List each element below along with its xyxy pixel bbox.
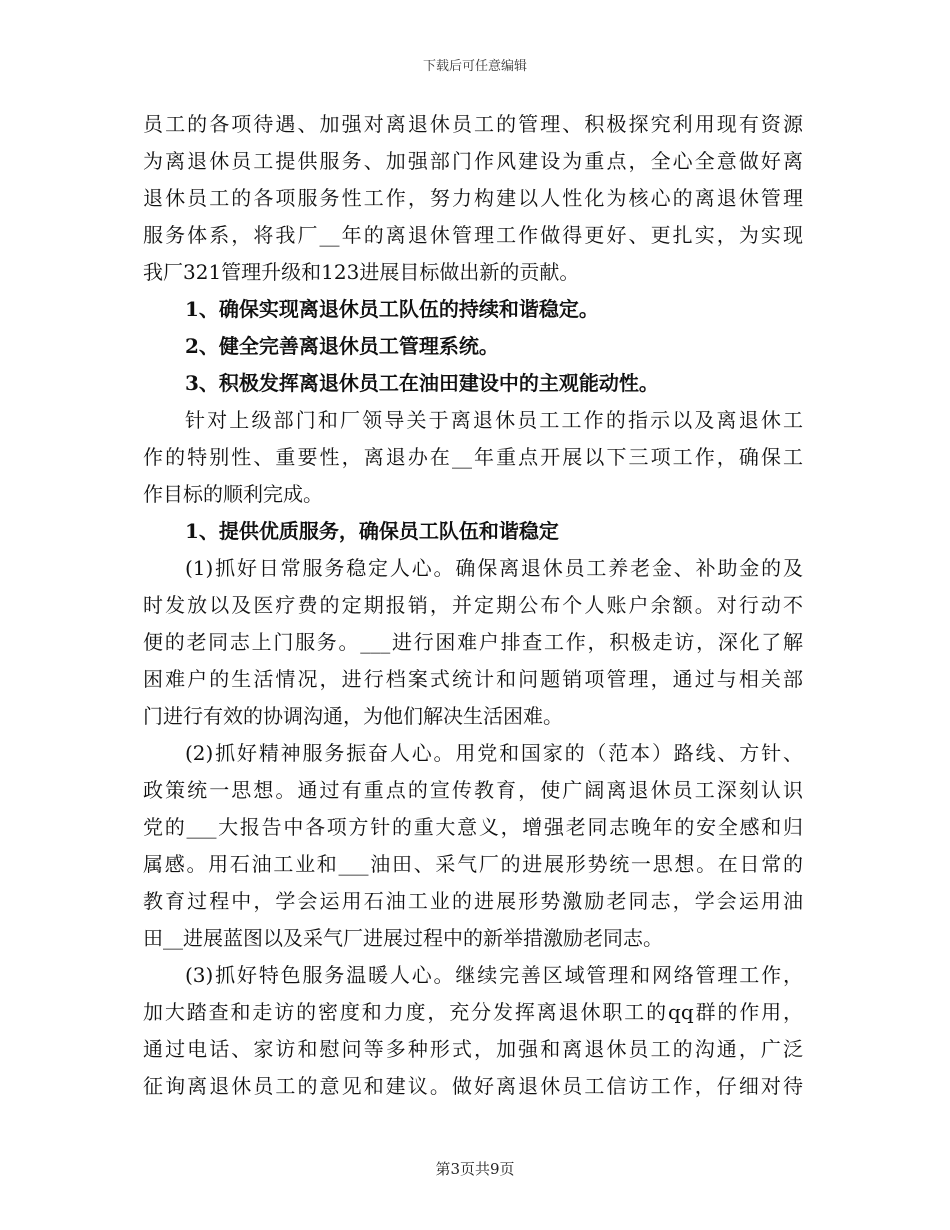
paragraph-line: 政策统一思想。通过有重点的宣传教育，使广阔离退休员工深刻认识 (143, 778, 803, 802)
paragraph-line: 服务体系，将我厂__年的离退休管理工作做得更好、更扎实，为实现 (143, 223, 803, 247)
paragraph-line: 通过电话、家访和慰问等多种形式，加强和离退休员工的沟通，广泛 (143, 1037, 803, 1061)
section-heading-line: 1、确保实现离退休员工队伍的持续和谐稳定。 (185, 297, 599, 321)
paragraph-line: 为离退休员工提供服务、加强部门作风建设为重点，全心全意做好离 (143, 149, 803, 173)
paragraph-line: 属感。用石油工业和___油田、采气厂的进展形势统一思想。在日常的 (143, 852, 803, 876)
section-heading-line: 3、积极发挥离退休员工在油田建设中的主观能动性。 (185, 371, 659, 395)
paragraph-line: 时发放以及医疗费的定期报销，并定期公布个人账户余额。对行动不 (143, 593, 803, 617)
page-footer: 第3页共9页 (435, 1160, 515, 1178)
paragraph-line: 教育过程中，学会运用石油工业的进展形势激励老同志，学会运用油 (143, 889, 803, 913)
paragraph-line: 作目标的顺利完成。 (143, 482, 323, 506)
paragraph-line: 我厂321管理升级和123进展目标做出新的贡献。 (143, 260, 580, 284)
paragraph-line: 加大踏查和走访的密度和力度，充分发挥离退休职工的qq群的作用， (143, 1000, 803, 1024)
paragraph-line: 门进行有效的协调沟通，为他们解决生活困难。 (143, 704, 563, 728)
paragraph-line: 员工的各项待遇、加强对离退休员工的管理、积极探究利用现有资源 (143, 112, 803, 136)
paragraph-line: 作的特别性、重要性，离退办在__年重点开展以下三项工作，确保工 (143, 445, 803, 469)
paragraph-line: 田__进展蓝图以及采气厂进展过程中的新举措激励老同志。 (143, 926, 663, 950)
paragraph-line: 党的___大报告中各项方针的重大意义，增强老同志晚年的安全感和归 (143, 815, 803, 839)
paragraph-line: 针对上级部门和厂领导关于离退休员工工作的指示以及离退休工 (185, 408, 803, 432)
document-body (143, 106, 803, 1105)
paragraph-line: 征询离退休员工的意见和建议。做好离退休员工信访工作，仔细对待 (143, 1074, 803, 1098)
paragraph-line: 便的老同志上门服务。___进行困难户排查工作，积极走访，深化了解 (143, 630, 803, 654)
section-heading-line: 1、提供优质服务，确保员工队伍和谐稳定 (185, 519, 559, 543)
paragraph-line: (1)抓好日常服务稳定人心。确保离退休员工养老金、补助金的及 (185, 556, 803, 580)
paragraph-line: 退休员工的各项服务性工作，努力构建以人性化为核心的离退休管理 (143, 186, 803, 210)
paragraph-line: (2)抓好精神服务振奋人心。用党和国家的（范本）路线、方针、 (185, 741, 803, 765)
section-heading-line: 2、健全完善离退休员工管理系统。 (185, 334, 499, 358)
paragraph-line: 困难户的生活情况，进行档案式统计和问题销项管理，通过与相关部 (143, 667, 803, 691)
page-header: 下载后可任意编辑 (422, 59, 527, 74)
paragraph-line: (3)抓好特色服务温暖人心。继续完善区域管理和网络管理工作， (185, 963, 803, 987)
